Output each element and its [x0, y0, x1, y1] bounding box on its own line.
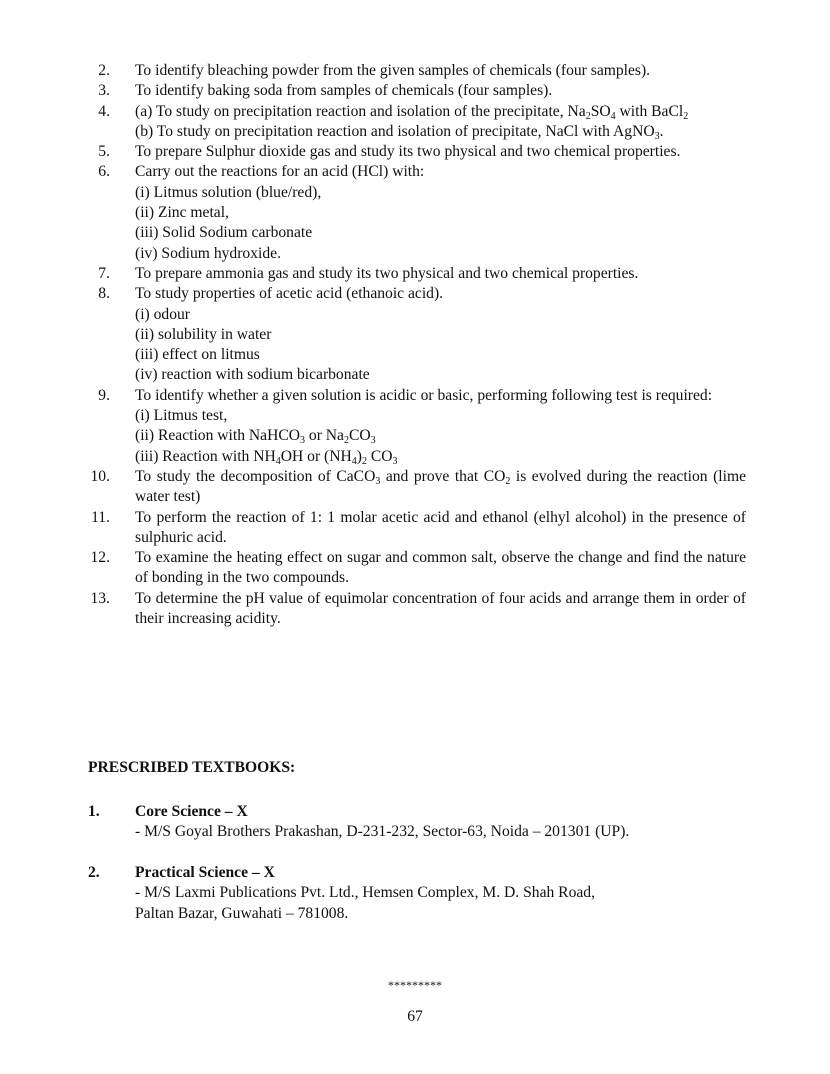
sub-item: (iv) Sodium hydroxide.	[135, 244, 281, 262]
sub-item: (iv) reaction with sodium bicarbonate	[135, 366, 370, 384]
item-text: To examine the heating effect on sugar and common salt, observe the change and find the nature of bonding in the two compounds.	[135, 549, 746, 587]
list-item	[88, 508, 746, 549]
list-item	[88, 386, 746, 467]
book-title: Core Science – X	[135, 803, 248, 820]
sub-item: (iii) effect on litmus	[135, 346, 260, 364]
list-item	[88, 61, 746, 81]
book-publisher: - M/S Laxmi Publications Pvt. Ltd., Hemsen Complex, M. D. Shah Road,	[135, 884, 596, 902]
textbook-entry	[88, 802, 746, 843]
separator-stars: *********	[388, 978, 442, 992]
item-text-a: (a) To study on precipitation reaction and isolation of the precipitate, $Na_2SO_4$ with BaCl$_2$	[135, 102, 689, 122]
book-publisher: - M/S Goyal Brothers Prakashan, D-231-232, Sector-63, Noida – 201301 (UP).	[135, 823, 630, 841]
item-number: 10.	[90, 467, 110, 485]
item-number: 2.	[98, 62, 110, 79]
sub-item: (ii) Zinc metal,	[135, 204, 229, 222]
list-item	[88, 284, 746, 385]
item-text: To study the decomposition of CaCO$_3$ and prove that $CO_2$ is evolved during the reaction (lime water test)	[135, 467, 746, 506]
item-text: To prepare ammonia gas and study its two physical and two chemical properties.	[135, 264, 639, 282]
page-number: 67	[407, 1008, 423, 1025]
item-number: 7.	[98, 264, 110, 282]
list-item	[88, 142, 746, 162]
item-text: To prepare Sulphur dioxide gas and study its two physical and two chemical properties.	[135, 143, 681, 161]
item-number: 12.	[90, 549, 110, 567]
list-item	[88, 589, 746, 630]
book-number: 2.	[88, 864, 100, 881]
sub-item: (i) odour	[135, 305, 190, 323]
list-item	[88, 467, 746, 508]
sub-item: (i) Litmus solution (blue/red),	[135, 183, 322, 201]
book-address: Paltan Bazar, Guwahati – 781008.	[135, 904, 349, 922]
experiment-list	[88, 61, 746, 629]
book-title: Practical Science – X	[135, 864, 275, 881]
item-number: 9.	[98, 386, 110, 404]
sub-item: (iii) Reaction with $NH_4OH$ or $(NH_4)_2$ $CO_3$	[135, 447, 398, 467]
sub-item: (iii) Solid Sodium carbonate	[135, 224, 313, 242]
sub-item: (ii) solubility in water	[135, 325, 272, 343]
textbook-entry	[88, 863, 746, 924]
item-text: To identify bleaching powder from the given samples of chemicals (four samples).	[135, 62, 651, 79]
item-number: 8.	[98, 285, 110, 303]
item-text: To identify whether a given solution is acidic or basic, performing following test is required:	[135, 386, 713, 404]
section-heading: PRESCRIBED TEXTBOOKS:	[88, 759, 296, 776]
item-text: Carry out the reactions for an acid (HCl) with:	[135, 163, 425, 181]
item-text: To study properties of acetic acid (ethanoic acid).	[135, 285, 444, 303]
item-text: To determine the pH value of equimolar concentration of four acids and arrange them in order of their increasing acidity.	[135, 589, 746, 628]
item-number: 13.	[90, 589, 110, 607]
list-item	[88, 102, 746, 143]
sub-item: (i) Litmus test,	[135, 407, 228, 425]
item-number: 5.	[98, 143, 110, 161]
item-number: 6.	[98, 163, 110, 181]
item-number: 3.	[98, 82, 110, 100]
list-item	[88, 162, 746, 263]
sub-item: (ii) Reaction with NaHCO$_3$ or $Na_2CO_3$	[135, 427, 376, 447]
item-text: To perform the reaction of 1: 1 molar acetic acid and ethanol (elhyl alcohol) in the presence of sulphuric acid.	[135, 508, 746, 546]
item-number: 4.	[98, 102, 110, 120]
list-item	[88, 81, 746, 101]
item-text-b: (b) To study on precipitation reaction and isolation of precipitate, NaCl with AgNO$_3$.	[135, 122, 664, 142]
item-number: 11.	[91, 508, 110, 526]
book-number: 1.	[88, 803, 100, 820]
item-text: To identify baking soda from samples of chemicals (four samples).	[135, 82, 553, 100]
list-item	[88, 548, 746, 589]
list-item	[88, 264, 746, 284]
